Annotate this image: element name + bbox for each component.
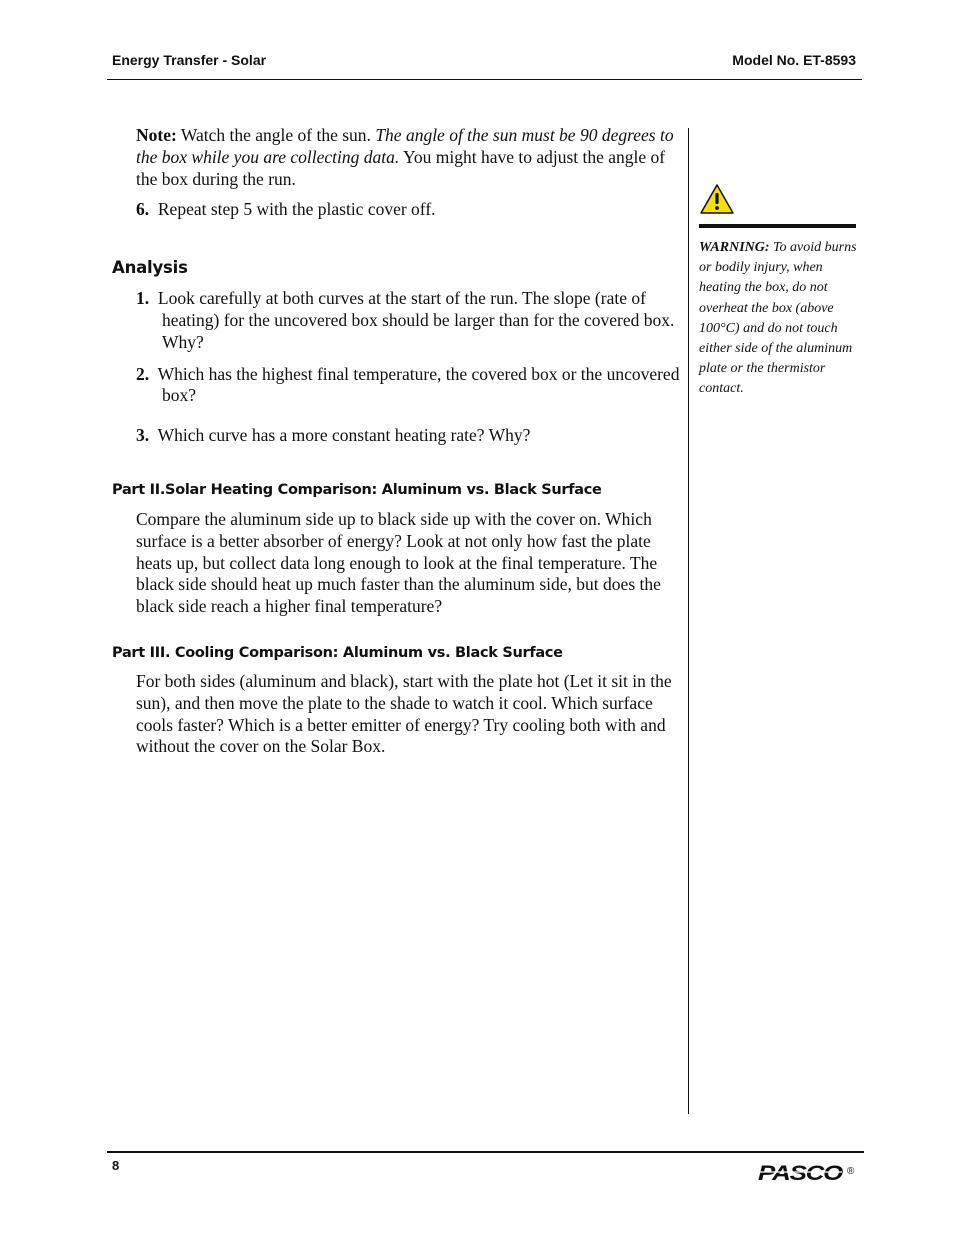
analysis-item-2-number: 2. [136, 363, 150, 384]
part-2-paragraph: Compare the aluminum side up to black side up with the cover on. Which surface is a better absorber of energy? Look at not only how fast the plate heats up, but collect data long enough to look at the final temperature. The black side should heat up much faster than the aluminum side, but does the black side reach a higher final temperature? [136, 508, 661, 617]
registered-mark: ® [847, 1166, 855, 1177]
footer-divider [107, 1151, 864, 1153]
warning-label: WARNING: [699, 240, 770, 255]
note-paragraph [136, 125, 687, 190]
analysis-item-3 [136, 425, 687, 447]
warning-sidebar [699, 183, 859, 400]
warning-body: To avoid burns or bodily injury, when heating the box, do not overheat the box (above 100°C) and do not touch either side of the aluminum plate or the thermistor contact. [699, 240, 857, 397]
note-italic-text: The angle of the sun must be 90 degrees to the box while you are collecting data. [136, 125, 674, 167]
warning-text [699, 238, 859, 400]
analysis-item-3-number: 3. [136, 425, 150, 446]
step-6 [136, 199, 687, 221]
analysis-item-2 [136, 364, 687, 408]
part-2-heading: Part II.Solar Heating Comparison: Aluminum vs. Black Surface [112, 481, 602, 498]
note-text-1: Watch the angle of the sun. [176, 125, 376, 145]
analysis-item-1 [136, 288, 687, 353]
part-3-paragraph: For both sides (aluminum and black), start with the plate hot (Let it sit in the sun), and then move the plate to the shade to watch it cool. Which surface cools faster? Which is a better emitter of energy? Try cooling both with and without the cover on the Solar Box. [136, 670, 672, 757]
analysis-item-1-number: 1. [136, 288, 150, 309]
part-3-heading: Part III. Cooling Comparison: Aluminum vs. Black Surface [112, 644, 563, 661]
header-divider [107, 79, 862, 80]
pasco-logo-mark [758, 1162, 858, 1184]
analysis-item-1-text: Look carefully at both curves at the start of the run. The slope (rate of heating) for the uncovered box should be larger than for the covered box. Why? [157, 288, 675, 352]
header-model-number: Model No. ET-8593 [732, 52, 856, 68]
main-content [112, 125, 687, 758]
pasco-logo [758, 1162, 858, 1189]
pasco-logo-text: PASCO [758, 1162, 843, 1184]
warning-rule [699, 224, 856, 228]
header-title: Energy Transfer - Solar [112, 52, 267, 68]
step-6-text: Repeat step 5 with the plastic cover off. [157, 199, 436, 220]
note-text-2: You might have to adjust the angle of the box during the run. [136, 146, 666, 189]
step-6-number: 6. [136, 199, 150, 220]
page-number: 8 [112, 1158, 120, 1173]
analysis-item-2-text: Which has the highest final temperature, the covered box or the uncovered box? [157, 363, 680, 406]
warning-triangle-icon [699, 183, 735, 215]
note-label: Note: [136, 125, 177, 145]
sidebar-divider [688, 128, 689, 1114]
analysis-heading: Analysis [112, 258, 188, 278]
analysis-item-3-text: Which curve has a more constant heating rate? Why? [157, 425, 531, 446]
